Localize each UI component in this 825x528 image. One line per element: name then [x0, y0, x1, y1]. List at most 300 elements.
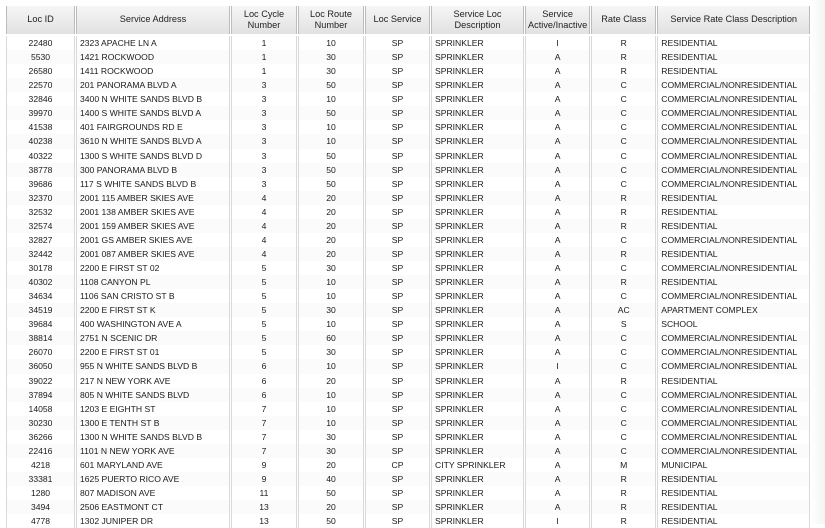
cell-loc-route: 10 [299, 134, 364, 148]
col-header-rate-class[interactable]: Rate Class [592, 6, 656, 35]
table-row[interactable] [7, 50, 810, 64]
cell-loc-service: SP [366, 191, 430, 205]
table-row[interactable] [7, 106, 810, 120]
cell-rate-class-description: COMMERCIAL/NONRESIDENTIAL [658, 78, 810, 92]
cell-loc-id: 4778 [7, 514, 75, 528]
cell-service-description: SPRINKLER [432, 500, 524, 514]
cell-loc-id: 36266 [7, 430, 75, 444]
cell-active-status: A [526, 472, 590, 486]
cell-rate-class-description: RESIDENTIAL [658, 219, 810, 233]
cell-rate-class-description: RESIDENTIAL [658, 500, 810, 514]
cell-loc-route: 30 [299, 430, 364, 444]
cell-service-description: SPRINKLER [432, 359, 524, 373]
table-row[interactable] [7, 444, 810, 458]
cell-active-status: A [526, 388, 590, 402]
cell-loc-id: 39684 [7, 317, 75, 331]
cell-service-description: SPRINKLER [432, 64, 524, 78]
vertical-scrollbar[interactable] [811, 0, 825, 524]
cell-loc-service: SP [366, 219, 430, 233]
table-row[interactable] [7, 486, 810, 500]
cell-loc-service: SP [366, 177, 430, 191]
cell-service-description: SPRINKLER [432, 149, 524, 163]
cell-loc-cycle: 13 [232, 500, 297, 514]
cell-loc-route: 30 [299, 345, 364, 359]
cell-loc-cycle: 1 [232, 64, 297, 78]
cell-rate-class-description: COMMERCIAL/NONRESIDENTIAL [658, 416, 810, 430]
cell-loc-service: SP [366, 163, 430, 177]
cell-active-status: A [526, 92, 590, 106]
cell-loc-id: 37894 [7, 388, 75, 402]
cell-rate-class-description: COMMERCIAL/NONRESIDENTIAL [658, 402, 810, 416]
cell-rate-class: C [592, 444, 656, 458]
cell-active-status: A [526, 430, 590, 444]
cell-loc-service: SP [366, 500, 430, 514]
cell-rate-class: C [592, 78, 656, 92]
cell-rate-class-description: COMMERCIAL/NONRESIDENTIAL [658, 430, 810, 444]
cell-rate-class: AC [592, 303, 656, 317]
cell-rate-class: R [592, 205, 656, 219]
cell-loc-cycle: 5 [232, 317, 297, 331]
cell-loc-id: 32370 [7, 191, 75, 205]
cell-rate-class: C [592, 345, 656, 359]
cell-loc-service: SP [366, 402, 430, 416]
cell-active-status: A [526, 374, 590, 388]
cell-active-status: I [526, 35, 590, 50]
cell-rate-class-description: COMMERCIAL/NONRESIDENTIAL [658, 149, 810, 163]
table-row[interactable] [7, 317, 810, 331]
cell-loc-route: 30 [299, 50, 364, 64]
cell-rate-class: R [592, 191, 656, 205]
cell-service-address: 805 N WHITE SANDS BLVD [77, 388, 230, 402]
table-row[interactable] [7, 359, 810, 373]
cell-loc-id: 4218 [7, 458, 75, 472]
cell-active-status: A [526, 289, 590, 303]
cell-active-status: A [526, 205, 590, 219]
table-row[interactable] [7, 120, 810, 134]
cell-loc-cycle: 1 [232, 35, 297, 50]
cell-rate-class: S [592, 317, 656, 331]
cell-loc-route: 30 [299, 303, 364, 317]
cell-service-description: SPRINKLER [432, 177, 524, 191]
cell-active-status: A [526, 191, 590, 205]
cell-service-description: SPRINKLER [432, 233, 524, 247]
cell-loc-service: SP [366, 289, 430, 303]
cell-service-address: 1106 SAN CRISTO ST B [77, 289, 230, 303]
cell-active-status: A [526, 149, 590, 163]
cell-service-description: SPRINKLER [432, 35, 524, 50]
col-header-service-loc-description[interactable]: Service Loc Description [432, 6, 524, 35]
col-header-loc-cycle-number[interactable]: Loc Cycle Number [232, 6, 297, 35]
cell-rate-class: C [592, 416, 656, 430]
cell-service-address: 601 MARYLAND AVE [77, 458, 230, 472]
cell-loc-cycle: 3 [232, 92, 297, 106]
cell-loc-service: SP [366, 106, 430, 120]
cell-loc-id: 40302 [7, 275, 75, 289]
cell-service-description: SPRINKLER [432, 261, 524, 275]
cell-loc-cycle: 4 [232, 191, 297, 205]
cell-loc-route: 50 [299, 106, 364, 120]
cell-rate-class: C [592, 233, 656, 247]
cell-active-status: A [526, 134, 590, 148]
cell-service-address: 3610 N WHITE SANDS BLVD A [77, 134, 230, 148]
cell-active-status: I [526, 359, 590, 373]
cell-loc-cycle: 5 [232, 331, 297, 345]
cell-loc-service: SP [366, 331, 430, 345]
cell-active-status: A [526, 458, 590, 472]
table-row[interactable] [7, 134, 810, 148]
cell-loc-route: 20 [299, 233, 364, 247]
cell-loc-id: 30178 [7, 261, 75, 275]
table-row[interactable] [7, 64, 810, 78]
cell-loc-service: SP [366, 345, 430, 359]
cell-service-address: 2001 159 AMBER SKIES AVE [77, 219, 230, 233]
cell-service-description: SPRINKLER [432, 486, 524, 500]
cell-active-status: A [526, 402, 590, 416]
cell-loc-id: 26070 [7, 345, 75, 359]
cell-loc-route: 10 [299, 402, 364, 416]
table-row[interactable] [7, 261, 810, 275]
table-row[interactable] [7, 500, 810, 514]
cell-service-description: CITY SPRINKLER [432, 458, 524, 472]
cell-loc-cycle: 7 [232, 416, 297, 430]
cell-service-address: 2200 E FIRST ST K [77, 303, 230, 317]
table-row[interactable] [7, 345, 810, 359]
cell-loc-route: 20 [299, 247, 364, 261]
cell-loc-service: SP [366, 317, 430, 331]
cell-service-address: 201 PANORAMA BLVD A [77, 78, 230, 92]
cell-active-status: A [526, 247, 590, 261]
cell-service-address: 955 N WHITE SANDS BLVD B [77, 359, 230, 373]
cell-loc-id: 41538 [7, 120, 75, 134]
cell-rate-class: C [592, 177, 656, 191]
cell-loc-route: 50 [299, 514, 364, 528]
cell-loc-id: 39022 [7, 374, 75, 388]
cell-rate-class-description: COMMERCIAL/NONRESIDENTIAL [658, 331, 810, 345]
cell-loc-service: SP [366, 247, 430, 261]
cell-loc-service: SP [366, 303, 430, 317]
cell-loc-id: 32442 [7, 247, 75, 261]
cell-service-description: SPRINKLER [432, 331, 524, 345]
cell-loc-route: 20 [299, 219, 364, 233]
table-row[interactable] [7, 303, 810, 317]
cell-service-address: 1411 ROCKWOOD [77, 64, 230, 78]
cell-loc-route: 20 [299, 205, 364, 219]
table-row[interactable] [7, 35, 810, 50]
cell-active-status: A [526, 261, 590, 275]
cell-service-address: 1400 S WHITE SANDS BLVD A [77, 106, 230, 120]
cell-loc-route: 50 [299, 486, 364, 500]
cell-active-status: A [526, 500, 590, 514]
cell-loc-route: 20 [299, 458, 364, 472]
cell-loc-id: 38814 [7, 331, 75, 345]
cell-loc-route: 10 [299, 388, 364, 402]
cell-active-status: A [526, 219, 590, 233]
cell-loc-service: SP [366, 275, 430, 289]
cell-loc-cycle: 4 [232, 247, 297, 261]
cell-loc-service: SP [366, 35, 430, 50]
table-row[interactable] [7, 247, 810, 261]
cell-loc-route: 10 [299, 120, 364, 134]
cell-service-description: SPRINKLER [432, 289, 524, 303]
cell-rate-class: C [592, 149, 656, 163]
table-row[interactable] [7, 177, 810, 191]
cell-rate-class: C [592, 261, 656, 275]
cell-loc-service: SP [366, 78, 430, 92]
cell-rate-class-description: RESIDENTIAL [658, 374, 810, 388]
cell-rate-class: C [592, 331, 656, 345]
cell-loc-route: 50 [299, 149, 364, 163]
cell-service-description: SPRINKLER [432, 374, 524, 388]
cell-active-status: A [526, 303, 590, 317]
cell-service-address: 2323 APACHE LN A [77, 35, 230, 50]
cell-loc-service: SP [366, 134, 430, 148]
cell-loc-service: SP [366, 149, 430, 163]
cell-rate-class-description: SCHOOL [658, 317, 810, 331]
cell-loc-cycle: 7 [232, 430, 297, 444]
cell-service-description: SPRINKLER [432, 275, 524, 289]
table-row[interactable] [7, 191, 810, 205]
table-row[interactable] [7, 331, 810, 345]
table-row[interactable] [7, 416, 810, 430]
cell-service-address: 2001 GS AMBER SKIES AVE [77, 233, 230, 247]
cell-service-address: 3400 N WHITE SANDS BLVD B [77, 92, 230, 106]
cell-loc-id: 22480 [7, 35, 75, 50]
cell-loc-service: SP [366, 205, 430, 219]
cell-loc-route: 40 [299, 472, 364, 486]
cell-loc-service: SP [366, 92, 430, 106]
cell-service-description: SPRINKLER [432, 472, 524, 486]
cell-service-description: SPRINKLER [432, 219, 524, 233]
col-header-rate-class-description[interactable]: Service Rate Class Description [658, 6, 810, 35]
cell-service-address: 400 WASHINGTON AVE A [77, 317, 230, 331]
col-header-loc-service[interactable]: Loc Service [366, 6, 430, 35]
cell-loc-id: 5530 [7, 50, 75, 64]
cell-loc-cycle: 7 [232, 402, 297, 416]
cell-service-description: SPRINKLER [432, 514, 524, 528]
cell-service-description: SPRINKLER [432, 134, 524, 148]
cell-rate-class-description: RESIDENTIAL [658, 275, 810, 289]
service-locations-table [6, 6, 810, 528]
cell-rate-class-description: COMMERCIAL/NONRESIDENTIAL [658, 345, 810, 359]
cell-rate-class: R [592, 64, 656, 78]
table-row[interactable] [7, 275, 810, 289]
cell-active-status: A [526, 78, 590, 92]
cell-rate-class-description: COMMERCIAL/NONRESIDENTIAL [658, 163, 810, 177]
cell-rate-class: C [592, 430, 656, 444]
cell-service-description: SPRINKLER [432, 430, 524, 444]
cell-loc-cycle: 6 [232, 359, 297, 373]
cell-active-status: A [526, 64, 590, 78]
cell-loc-id: 39686 [7, 177, 75, 191]
cell-loc-id: 40322 [7, 149, 75, 163]
cell-loc-id: 36050 [7, 359, 75, 373]
col-header-loc-id[interactable]: Loc ID [7, 6, 75, 35]
cell-loc-service: SP [366, 50, 430, 64]
cell-rate-class: R [592, 219, 656, 233]
cell-rate-class-description: RESIDENTIAL [658, 64, 810, 78]
cell-loc-route: 20 [299, 500, 364, 514]
cell-loc-route: 10 [299, 317, 364, 331]
cell-rate-class: C [592, 106, 656, 120]
cell-loc-service: SP [366, 514, 430, 528]
table-row[interactable] [7, 402, 810, 416]
cell-rate-class-description: COMMERCIAL/NONRESIDENTIAL [658, 444, 810, 458]
cell-rate-class-description: COMMERCIAL/NONRESIDENTIAL [658, 359, 810, 373]
cell-loc-service: SP [366, 486, 430, 500]
cell-rate-class-description: RESIDENTIAL [658, 247, 810, 261]
cell-rate-class-description: COMMERCIAL/NONRESIDENTIAL [658, 388, 810, 402]
cell-service-description: SPRINKLER [432, 247, 524, 261]
cell-service-address: 217 N NEW YORK AVE [77, 374, 230, 388]
cell-loc-cycle: 1 [232, 50, 297, 64]
cell-rate-class-description: COMMERCIAL/NONRESIDENTIAL [658, 106, 810, 120]
cell-rate-class-description: COMMERCIAL/NONRESIDENTIAL [658, 120, 810, 134]
table-row[interactable] [7, 289, 810, 303]
cell-rate-class-description: RESIDENTIAL [658, 486, 810, 500]
cell-loc-cycle: 3 [232, 163, 297, 177]
cell-rate-class: R [592, 50, 656, 64]
cell-loc-service: SP [366, 374, 430, 388]
cell-rate-class-description: MUNICIPAL [658, 458, 810, 472]
table-row[interactable] [7, 219, 810, 233]
cell-loc-service: SP [366, 120, 430, 134]
cell-loc-service: SP [366, 261, 430, 275]
cell-active-status: A [526, 177, 590, 191]
cell-loc-id: 3494 [7, 500, 75, 514]
cell-service-address: 1300 N WHITE SANDS BLVD B [77, 430, 230, 444]
cell-service-address: 300 PANORAMA BLVD B [77, 163, 230, 177]
cell-loc-id: 14058 [7, 402, 75, 416]
cell-loc-service: SP [366, 416, 430, 430]
cell-active-status: A [526, 50, 590, 64]
cell-rate-class: C [592, 134, 656, 148]
table-row[interactable] [7, 472, 810, 486]
cell-loc-cycle: 9 [232, 458, 297, 472]
cell-service-description: SPRINKLER [432, 120, 524, 134]
cell-service-address: 1421 ROCKWOOD [77, 50, 230, 64]
cell-rate-class: C [592, 120, 656, 134]
cell-service-description: SPRINKLER [432, 402, 524, 416]
header-row [7, 6, 810, 35]
cell-loc-cycle: 6 [232, 388, 297, 402]
cell-rate-class: R [592, 486, 656, 500]
table-row[interactable] [7, 430, 810, 444]
cell-rate-class: R [592, 514, 656, 528]
cell-rate-class-description: RESIDENTIAL [658, 50, 810, 64]
cell-loc-cycle: 6 [232, 374, 297, 388]
cell-rate-class: R [592, 500, 656, 514]
cell-service-description: SPRINKLER [432, 191, 524, 205]
cell-rate-class: R [592, 472, 656, 486]
service-locations-sheet [6, 6, 810, 528]
cell-rate-class-description: COMMERCIAL/NONRESIDENTIAL [658, 92, 810, 106]
cell-loc-id: 32846 [7, 92, 75, 106]
cell-loc-service: SP [366, 359, 430, 373]
cell-rate-class-description: RESIDENTIAL [658, 35, 810, 50]
cell-loc-route: 60 [299, 331, 364, 345]
table-row[interactable] [7, 374, 810, 388]
cell-service-description: SPRINKLER [432, 50, 524, 64]
col-header-loc-route-number[interactable]: Loc Route Number [299, 6, 364, 35]
cell-loc-route: 30 [299, 261, 364, 275]
cell-service-description: SPRINKLER [432, 444, 524, 458]
cell-rate-class-description: COMMERCIAL/NONRESIDENTIAL [658, 177, 810, 191]
cell-service-address: 1300 E TENTH ST B [77, 416, 230, 430]
cell-service-description: SPRINKLER [432, 78, 524, 92]
cell-loc-route: 20 [299, 191, 364, 205]
cell-service-description: SPRINKLER [432, 106, 524, 120]
cell-service-address: 1300 S WHITE SANDS BLVD D [77, 149, 230, 163]
cell-loc-route: 10 [299, 416, 364, 430]
cell-service-description: SPRINKLER [432, 92, 524, 106]
cell-service-description: SPRINKLER [432, 416, 524, 430]
cell-loc-cycle: 4 [232, 233, 297, 247]
cell-rate-class: R [592, 35, 656, 50]
cell-loc-cycle: 3 [232, 78, 297, 92]
cell-rate-class-description: RESIDENTIAL [658, 191, 810, 205]
cell-loc-cycle: 3 [232, 177, 297, 191]
table-row[interactable] [7, 205, 810, 219]
table-row[interactable] [7, 388, 810, 402]
cell-active-status: A [526, 416, 590, 430]
cell-service-address: 2001 115 AMBER SKIES AVE [77, 191, 230, 205]
cell-loc-cycle: 5 [232, 303, 297, 317]
cell-service-address: 2200 E FIRST ST 02 [77, 261, 230, 275]
cell-service-address: 1101 N NEW YORK AVE [77, 444, 230, 458]
cell-rate-class: R [592, 374, 656, 388]
cell-service-address: 1108 CANYON PL [77, 275, 230, 289]
cell-loc-route: 10 [299, 35, 364, 50]
table-row[interactable] [7, 458, 810, 472]
cell-service-address: 1625 PUERTO RICO AVE [77, 472, 230, 486]
col-header-service-address[interactable]: Service Address [77, 6, 230, 35]
cell-service-description: SPRINKLER [432, 345, 524, 359]
cell-loc-route: 10 [299, 92, 364, 106]
table-row[interactable] [7, 149, 810, 163]
cell-loc-cycle: 9 [232, 472, 297, 486]
cell-loc-id: 22570 [7, 78, 75, 92]
table-row[interactable] [7, 163, 810, 177]
table-row[interactable] [7, 233, 810, 247]
cell-rate-class: C [592, 388, 656, 402]
cell-loc-id: 1280 [7, 486, 75, 500]
cell-active-status: A [526, 331, 590, 345]
cell-rate-class: C [592, 163, 656, 177]
cell-loc-id: 38778 [7, 163, 75, 177]
cell-active-status: A [526, 106, 590, 120]
table-row[interactable] [7, 92, 810, 106]
cell-loc-service: SP [366, 388, 430, 402]
cell-loc-cycle: 13 [232, 514, 297, 528]
cell-loc-cycle: 5 [232, 275, 297, 289]
cell-loc-route: 50 [299, 177, 364, 191]
cell-active-status: I [526, 514, 590, 528]
cell-loc-service: SP [366, 444, 430, 458]
cell-loc-id: 32532 [7, 205, 75, 219]
col-header-service-active-inactive[interactable]: Service Active/Inactive [526, 6, 590, 35]
cell-rate-class-description: APARTMENT COMPLEX [658, 303, 810, 317]
cell-loc-id: 32827 [7, 233, 75, 247]
cell-loc-id: 33381 [7, 472, 75, 486]
cell-loc-cycle: 11 [232, 486, 297, 500]
cell-active-status: A [526, 317, 590, 331]
table-row[interactable] [7, 514, 810, 528]
table-row[interactable] [7, 78, 810, 92]
cell-loc-cycle: 3 [232, 106, 297, 120]
cell-rate-class: C [592, 92, 656, 106]
cell-loc-id: 39970 [7, 106, 75, 120]
cell-rate-class-description: RESIDENTIAL [658, 514, 810, 528]
